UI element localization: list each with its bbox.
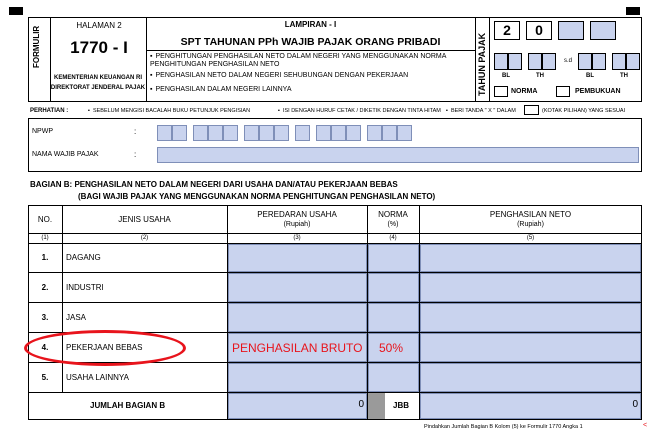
period-end-th-1[interactable] [612, 53, 626, 70]
row-jenis-usaha: INDUSTRI [66, 283, 104, 292]
total-neto-value: 0 [632, 399, 638, 410]
row-number: 5. [41, 373, 49, 382]
perhatian-item-4: (KOTAK PILIHAN) YANG SESUAI [542, 108, 626, 114]
year-digit-4[interactable] [590, 21, 616, 40]
jbb-label: JBB [393, 401, 410, 410]
bullet-2: ▪ PENGHASILAN NETO DALAM NEGERI SEHUBUNGAN DENGAN PEKERJAAN [150, 72, 470, 79]
penghasilan-neto-input[interactable] [420, 303, 641, 332]
col-number-5: (5) [526, 235, 535, 241]
npwp-digit-box[interactable] [346, 125, 361, 141]
bl-label-2: BL [586, 73, 594, 79]
row-jenis-usaha: USAHA LAINNYA [66, 373, 129, 382]
bruto-annotation: PENGHASILAN BRUTO [232, 341, 363, 355]
total-label: JUMLAH BAGIAN B [90, 401, 166, 410]
npwp-digit-box[interactable] [295, 125, 310, 141]
row-jenis-usaha: DAGANG [66, 253, 101, 262]
npwp-digit-box[interactable] [193, 125, 208, 141]
col-header-norma: NORMA [378, 210, 408, 219]
penghasilan-neto-input[interactable] [420, 363, 641, 392]
col-header-no: NO. [37, 215, 53, 224]
sd-label: s.d [564, 58, 573, 64]
npwp-digit-box[interactable] [331, 125, 346, 141]
percent-annotation: 50% [379, 341, 404, 355]
row-number: 2. [41, 283, 49, 292]
period-end-bl-1[interactable] [578, 53, 592, 70]
col-number-2: (2) [140, 235, 149, 241]
bl-label-1: BL [502, 73, 510, 79]
norma-input[interactable] [368, 303, 419, 332]
peredaran-usaha-input[interactable] [228, 244, 367, 272]
norma-total-shade [368, 393, 385, 419]
period-end-bl-2[interactable] [592, 53, 606, 70]
npwp-digit-box[interactable] [244, 125, 259, 141]
npwp-digit-box[interactable] [367, 125, 382, 141]
norma-option-label: NORMA [511, 88, 538, 95]
th-label-2: TH [620, 73, 628, 79]
year-digit-3[interactable] [558, 21, 584, 40]
tahun-pajak-label: TAHUN PAJAK [477, 32, 487, 96]
section-subtitle: (BAGI WAJIB PAJAK YANG MENGGUNAKAN NORMA PENGHITUNGAN PENGHASILAN NETO) [78, 192, 436, 201]
pembukuan-checkbox[interactable] [556, 86, 570, 97]
directorate-label: DIREKTORAT JENDERAL PAJAK [50, 85, 146, 91]
bullet-1: ▪ PENGHITUNGAN PENGHASILAN NETO DALAM NEGERI YANG MENGGUNAKAN NORMA PENGHITUNGAN PENGHASILAN NETO [150, 53, 470, 69]
footer-note: Pindahkan Jumlah Bagian B Kolom (5) ke Formulir 1770 Angka 1 [424, 424, 583, 430]
norma-input[interactable] [368, 273, 419, 302]
col-header-peredaran-unit: (Rupiah) [283, 221, 311, 228]
nama-colon: : [134, 150, 137, 159]
norma-checkbox[interactable] [494, 86, 508, 97]
perhatian-item-3: ▪ BERI TANDA " X " DALAM [446, 108, 516, 114]
th-label-1: TH [536, 73, 544, 79]
col-number-4: (4) [389, 235, 397, 241]
penghasilan-neto-input[interactable] [420, 333, 641, 362]
form-number: 1770 - I [70, 38, 128, 57]
period-start-th-1[interactable] [528, 53, 542, 70]
formulir-label: FORMULIR [32, 25, 41, 68]
perhatian-item-2: ▪ ISI DENGAN HURUF CETAK / DIKETIK DENGAN TINTA HITAM [278, 108, 441, 114]
peredaran-usaha-input[interactable] [228, 363, 367, 392]
pembukuan-option-label: PEMBUKUAN [575, 88, 621, 95]
row-jenis-usaha: PEKERJAAN BEBAS [66, 343, 143, 352]
npwp-digit-box[interactable] [316, 125, 331, 141]
period-start-th-2[interactable] [542, 53, 556, 70]
npwp-digit-box[interactable] [259, 125, 274, 141]
col-header-peredaran: PEREDARAN USAHA [257, 210, 337, 219]
npwp-digit-box[interactable] [397, 125, 412, 141]
total-peredaran-value: 0 [358, 399, 364, 410]
corner-mark-left [9, 7, 23, 15]
col-number-1: (1) [41, 235, 49, 241]
col-header-neto-unit: (Rupiah) [517, 221, 544, 228]
halaman-label: HALAMAN 2 [76, 21, 122, 30]
col-header-neto: PENGHASILAN NETO [489, 210, 572, 219]
npwp-digit-box[interactable] [172, 125, 187, 141]
perhatian-item-1: ▪ SEBELUM MENGISI BACALAH BUKU PETUNJUK PENGISIAN [88, 108, 250, 114]
row-number: 4. [41, 343, 49, 352]
npwp-digit-box[interactable] [157, 125, 172, 141]
corner-mark-right [626, 7, 640, 15]
period-start-bl-1[interactable] [494, 53, 508, 70]
year-digit-2[interactable]: 0 [526, 21, 552, 40]
col-number-3: (3) [293, 235, 301, 241]
footer-mark: < [643, 422, 648, 429]
row-number: 1. [41, 253, 49, 262]
bullet-3: ▪ PENGHASILAN DALAM NEGERI LAINNYA [150, 86, 470, 93]
npwp-label: NPWP [32, 128, 53, 135]
norma-input[interactable] [368, 363, 419, 392]
peredaran-usaha-input[interactable] [228, 273, 367, 302]
nama-label: NAMA WAJIB PAJAK [32, 151, 99, 158]
peredaran-usaha-input[interactable] [228, 303, 367, 332]
form-title: SPT TAHUNAN PPh WAJIB PAJAK ORANG PRIBADI [180, 36, 441, 48]
perhatian-label: PERHATIAN : [30, 108, 69, 114]
year-digit-1[interactable]: 2 [494, 21, 520, 40]
period-end-th-2[interactable] [626, 53, 640, 70]
col-header-jenis: JENIS USAHA [118, 215, 171, 224]
nama-wajib-pajak-input[interactable] [157, 147, 639, 163]
period-start-bl-2[interactable] [508, 53, 522, 70]
ministry-label: KEMENTERIAN KEUANGAN RI [53, 75, 142, 81]
col-header-norma-unit: (%) [387, 221, 399, 228]
npwp-digit-box[interactable] [223, 125, 238, 141]
npwp-digit-box[interactable] [274, 125, 289, 141]
penghasilan-neto-input[interactable] [420, 244, 641, 272]
row-jenis-usaha: JASA [66, 313, 87, 322]
perhatian-example-box [524, 105, 539, 115]
npwp-digit-box[interactable] [382, 125, 397, 141]
highlight-ellipse [24, 330, 186, 366]
npwp-digit-box[interactable] [208, 125, 223, 141]
row-number: 3. [41, 313, 49, 322]
section-title: BAGIAN B: PENGHASILAN NETO DALAM NEGERI DARI USAHA DAN/ATAU PEKERJAAN BEBAS [30, 180, 398, 189]
penghasilan-neto-input[interactable] [420, 273, 641, 302]
lampiran-label: LAMPIRAN - I [284, 20, 337, 29]
norma-input[interactable] [368, 244, 419, 272]
npwp-colon: : [134, 127, 137, 136]
